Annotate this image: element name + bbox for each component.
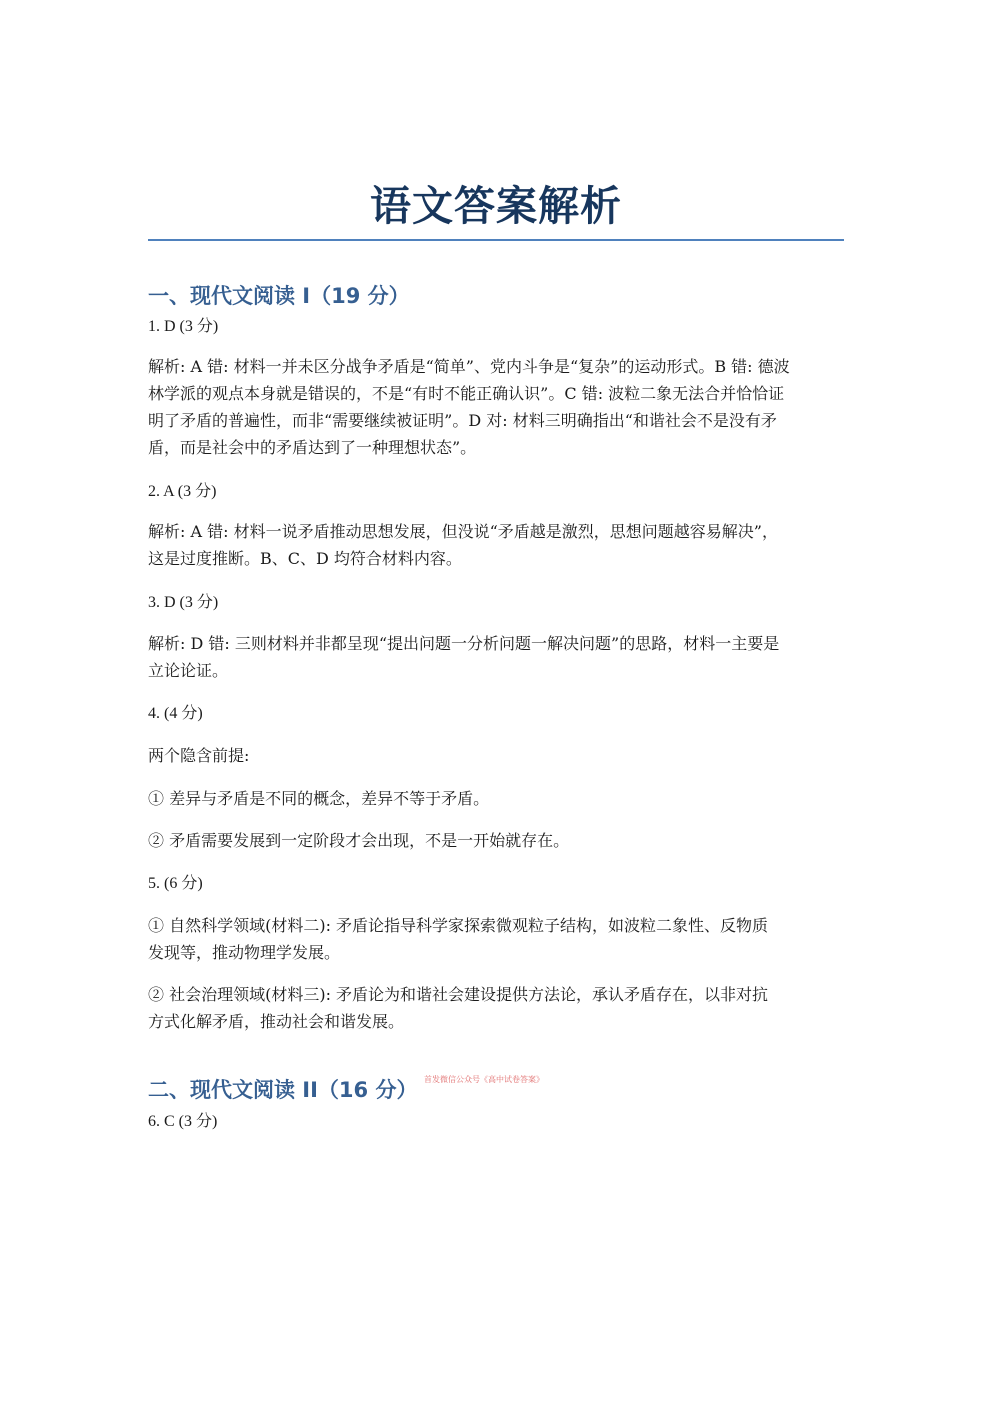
watermark-text: 首发微信公众号《高中试卷答案》 [424,1075,544,1084]
question-1-explanation-line-1: 解析: A 错: 材料一并未区分战争矛盾是“简单”、党内斗争是“复杂”的运动形式。B 错: 德波 [148,357,790,376]
question-5-point-2-line-1: ② 社会治理领域(材料三): 矛盾论为和谐社会建设提供方法论，承认矛盾存在，以非对抗 [148,985,769,1004]
question-5-point-2-line-2: 方式化解矛盾，推动社会和谐发展。 [148,1012,405,1031]
question-6-header: 6. C (3 分) [148,1113,218,1130]
question-4-point-2: ② 矛盾需要发展到一定阶段才会出现，不是一开始就存在。 [148,831,570,850]
question-3-explanation-line-1: 解析: D 错: 三则材料并非都呈现“提出问题一分析问题一解决问题”的思路，材料一主要是 [148,634,780,653]
document-title: 语文答案解析 [370,182,622,230]
question-1-explanation-line-4: 盾，而是社会中的矛盾达到了一种理想状态”。 [148,438,477,457]
question-1-header: 1. D (3 分) [148,318,219,335]
question-3-header: 3. D (3 分) [148,594,219,611]
section-heading-1: 一、现代文阅读 I（19 分） [148,284,410,308]
question-1-explanation-line-3: 明了矛盾的普遍性，而非“需要继续被证明”。D 对: 材料三明确指出“和谐社会不是没有矛 [148,411,777,430]
question-4-point-1: ① 差异与矛盾是不同的概念，差异不等于矛盾。 [148,789,490,808]
section-heading-2: 二、现代文阅读 II（16 分） [148,1078,418,1102]
question-2-header: 2. A (3 分) [148,483,217,500]
question-4-intro: 两个隐含前提: [148,746,250,765]
title-underline [148,239,844,241]
question-2-explanation-line-2: 这是过度推断。B、C、D 均符合材料内容。 [148,549,462,568]
question-2-explanation-line-1: 解析: A 错: 材料一说矛盾推动思想发展，但没说“矛盾越是激烈，思想问题越容易解决”， [148,522,778,541]
question-5-point-1-line-1: ① 自然科学领域(材料二): 矛盾论指导科学家探索微观粒子结构，如波粒二象性、反物质 [148,916,769,935]
question-4-header: 4. (4 分) [148,705,203,722]
question-1-explanation-line-2: 林学派的观点本身就是错误的，不是“有时不能正确认识”。C 错: 波粒二象无法合并恰恰证 [148,384,785,403]
question-5-point-1-line-2: 发现等，推动物理学发展。 [148,943,341,962]
question-3-explanation-line-2: 立论论证。 [148,661,229,680]
question-5-header: 5. (6 分) [148,875,203,892]
